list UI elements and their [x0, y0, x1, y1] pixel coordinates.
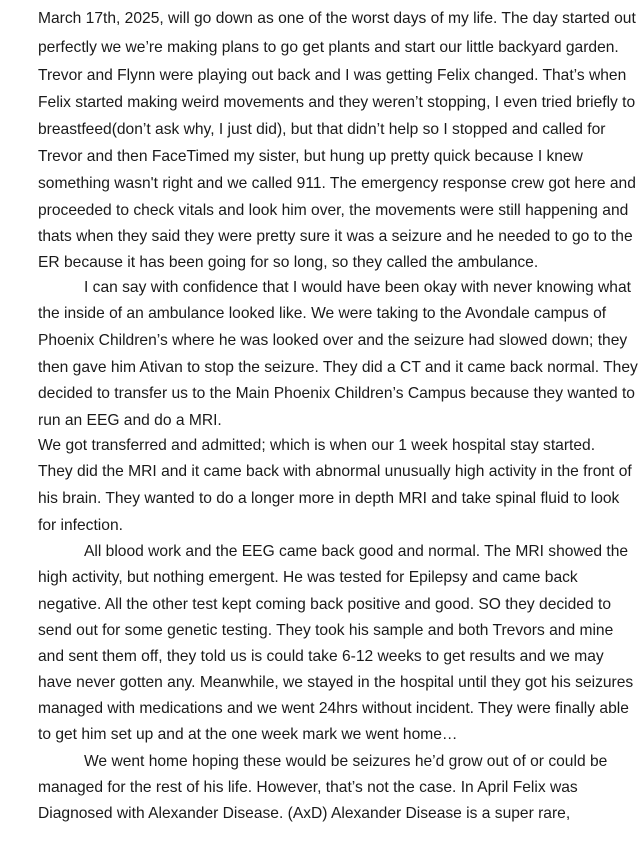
text-line: high activity, but nothing emergent. He was tested for Epilepsy and came back — [38, 569, 578, 586]
text-line: send out for some genetic testing. They took his sample and both Trevors and mine — [38, 622, 614, 639]
paragraph-first-line: All blood work and the EEG came back good and normal. The MRI showed the — [84, 543, 629, 560]
text-line: to get him set up and at the one week mark we went home… — [38, 726, 458, 743]
text-line: thats when they said they were pretty sure it was a seizure and he needed to go to the — [38, 228, 633, 245]
text-line: Trevor and Flynn were playing out back and I was getting Felix changed. That’s when — [38, 67, 627, 84]
text-line: Felix started making weird movements and they weren’t stopping, I even tried briefly to — [38, 94, 636, 111]
text-line: managed for the rest of his life. However, that’s not the case. In April Felix was — [38, 779, 578, 796]
text-line: They did the MRI and it came back with abnormal unusually high activity in the front of — [38, 463, 632, 480]
text-line: his brain. They wanted to do a longer more in depth MRI and take spinal fluid to look — [38, 490, 620, 507]
text-line: breastfeed(don’t ask why, I just did), but that didn’t help so I stopped and called for — [38, 121, 606, 138]
text-line: decided to transfer us to the Main Phoenix Children’s Campus because they wanted to — [38, 385, 635, 402]
text-line: Trevor and then FaceTimed my sister, but hung up pretty quick because I knew — [38, 148, 583, 165]
text-line: the inside of an ambulance looked like. We were taking to the Avondale campus of — [38, 305, 607, 322]
text-line: for infection. — [38, 517, 123, 534]
text-line: perfectly we we’re making plans to go get plants and start our little backyard garden. — [38, 39, 619, 56]
paragraph-first-line: I can say with confidence that I would have been okay with never knowing what — [84, 279, 631, 296]
text-line: negative. All the other test kept coming back positive and good. SO they decided to — [38, 596, 611, 613]
text-line: run an EEG and do a MRI. — [38, 412, 222, 429]
text-line: something wasn't right and we called 911. The emergency response crew got here and — [38, 175, 636, 192]
text-line: ER because it has been going for so long, so they called the ambulance. — [38, 254, 539, 271]
text-line: and sent them off, they told us is could take 6-12 weeks to get results and we may — [38, 648, 604, 665]
text-line: have never gotten any. Meanwhile, we stayed in the hospital until they got his seizures — [38, 674, 634, 691]
paragraph-first-line: We went home hoping these would be seizures he’d grow out of or could be — [84, 753, 608, 770]
text-line: Diagnosed with Alexander Disease. (AxD) Alexander Disease is a super rare, — [38, 805, 571, 822]
text-line: March 17th, 2025, will go down as one of the worst days of my life. The day started out — [38, 10, 636, 27]
text-line: Phoenix Children’s where he was looked over and the seizure had slowed down; they — [38, 332, 628, 349]
text-line: then gave him Ativan to stop the seizure. They did a CT and it came back normal. They — [38, 359, 638, 376]
text-line: managed with medications and we went 24hrs without incident. They were finally able — [38, 700, 629, 717]
text-line: proceeded to check vitals and look him over, the movements were still happening and — [38, 202, 629, 219]
text-line: We got transferred and admitted; which is when our 1 week hospital stay started. — [38, 437, 596, 454]
